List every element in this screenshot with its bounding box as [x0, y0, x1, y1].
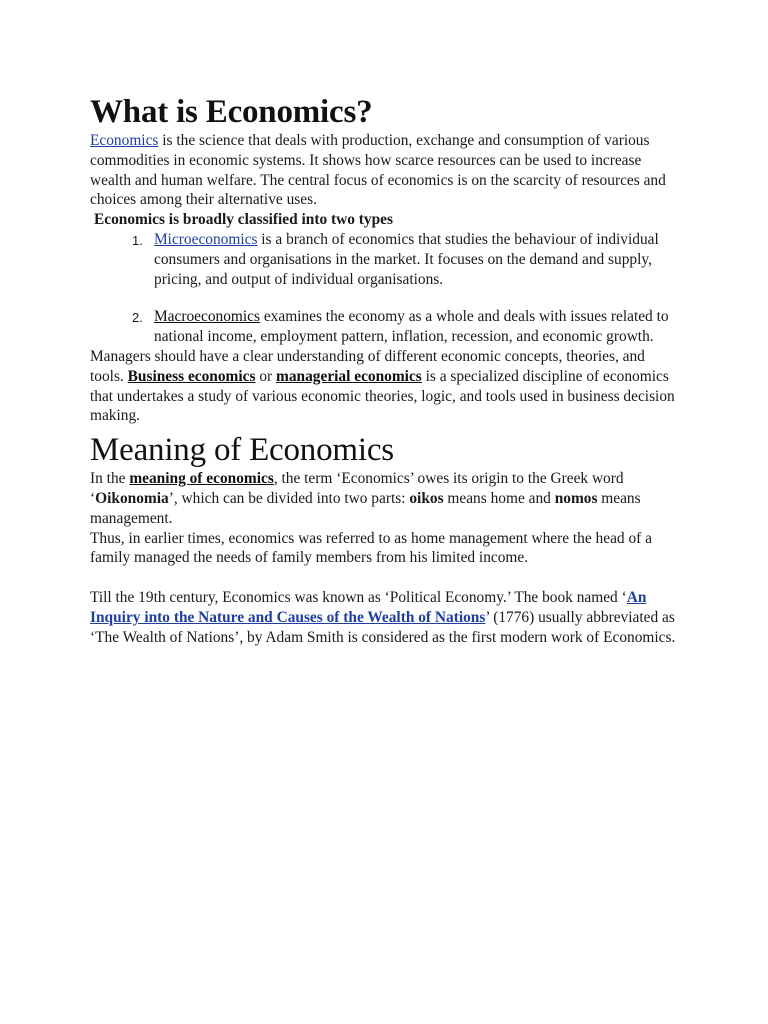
- intro-text: is the science that deals with production, exchange and consumption of various commodities in economic systems. It shows how scarce resources can be used to increase wealth and human welfare. The central focus of economics is on the scarcity of resources and choices among their alternative uses.: [90, 132, 666, 209]
- business-economics-term: Business economics: [127, 367, 256, 385]
- list-item-microeconomics: [90, 230, 680, 289]
- managerial-economics-term: managerial economics: [276, 367, 422, 385]
- managers-text-1: Managers should have a clear understanding of different economic concepts, theories, and tools.: [90, 347, 645, 385]
- meaning-text-5: means management.: [90, 489, 641, 527]
- heading-what-is-economics: What is Economics?: [90, 94, 373, 130]
- oikos-term: oikos: [409, 489, 444, 507]
- oikonomia-term: Oikonomia: [95, 489, 169, 507]
- nomos-term: nomos: [554, 489, 598, 507]
- home-management-paragraph: Thus, in earlier times, economics was referred to as home management where the head of a family managed the needs of family members from his limited income.: [90, 529, 652, 567]
- meaning-text-4: means home and: [443, 489, 555, 507]
- intro-paragraph: [90, 131, 680, 210]
- macroeconomics-text: examines the economy as a whole and deals with issues related to national income, employment pattern, inflation, recession, and economic growth.: [154, 308, 669, 346]
- managers-text-3: is a specialized discipline of economics that undertakes a study of various economic theories, logic, and tools used in business decision making.: [90, 367, 675, 425]
- heading-meaning-of-economics: Meaning of Economics: [90, 432, 394, 469]
- list-number: 2.: [132, 310, 143, 326]
- economics-link[interactable]: Economics: [90, 132, 159, 149]
- macroeconomics-term: Macroeconomics: [154, 308, 260, 326]
- microeconomics-text: is a branch of economics that studies the behaviour of individual consumers and organisations in the market. It focuses on the demand and supply, pricing, and output of individual organisations.: [154, 230, 659, 288]
- paragraph-gap: [90, 568, 680, 588]
- managers-text-2: or: [255, 367, 277, 385]
- meaning-text-3: ’, which can be divided into two parts:: [168, 489, 410, 507]
- meaning-text-1: In the: [90, 470, 130, 488]
- microeconomics-link[interactable]: Microeconomics: [154, 230, 258, 248]
- managers-paragraph: [90, 347, 680, 426]
- economics-types-list: [90, 230, 680, 347]
- meaning-paragraph: [90, 469, 680, 528]
- wealth-of-nations-link[interactable]: An Inquiry into the Nature and Causes of the Wealth of Nations: [90, 588, 647, 626]
- meaning-text-2: , the term ‘Economics’ owes its origin to the Greek word ‘: [90, 470, 624, 507]
- list-number: 1.: [132, 232, 143, 248]
- types-heading: Economics is broadly classified into two types: [94, 211, 393, 229]
- document-content: [90, 93, 680, 647]
- meaning-of-economics-term: meaning of economics: [129, 470, 274, 488]
- list-item-macroeconomics: [90, 307, 680, 347]
- political-economy-paragraph: [90, 588, 680, 647]
- political-economy-text-2: ’ (1776) usually abbreviated as ‘The Wealth of Nations’, by Adam Smith is considered as the first modern work of Economics.: [90, 608, 676, 646]
- political-economy-text-1: Till the 19th century, Economics was known as ‘Political Economy.’ The book named ‘: [90, 588, 627, 606]
